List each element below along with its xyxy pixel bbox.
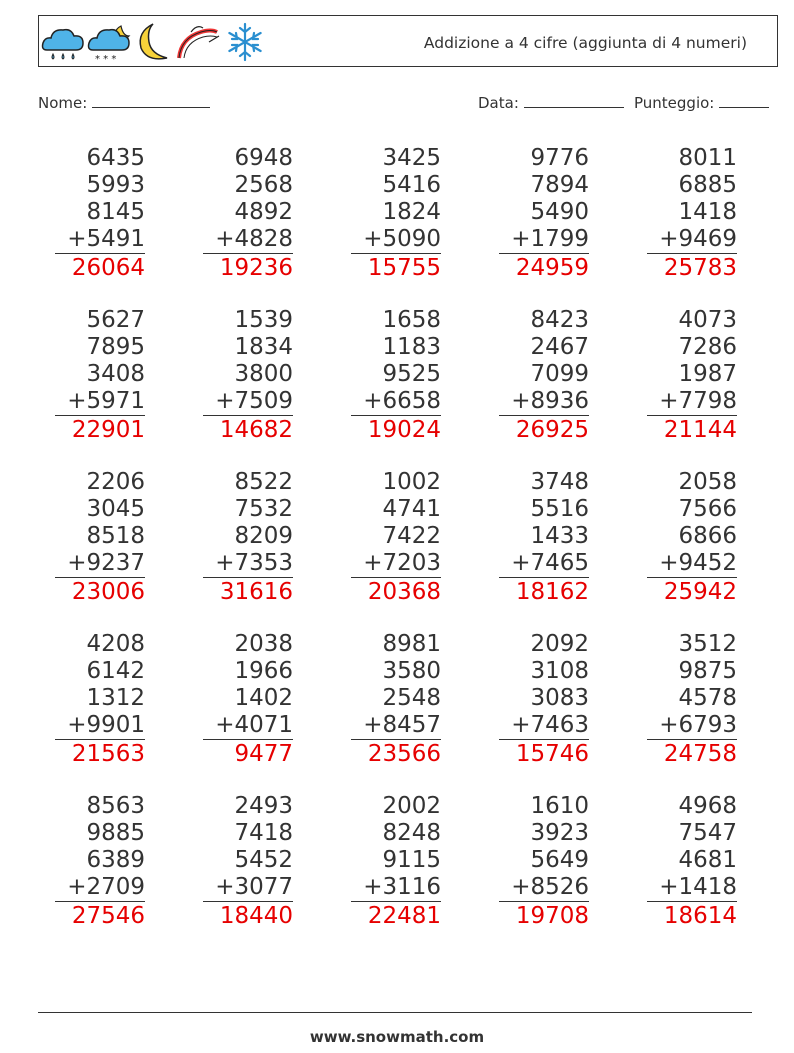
addition-problem: [203, 145, 293, 283]
addend: +5090: [351, 226, 441, 254]
addend: +1799: [499, 226, 589, 254]
crescent-moon-icon: [140, 24, 167, 59]
addition-problem: [351, 793, 441, 931]
addend: 3748: [530, 469, 589, 495]
addend: 9776: [530, 145, 589, 171]
addend: 5416: [382, 172, 441, 198]
addend: 4892: [234, 199, 293, 225]
addend: 3923: [530, 820, 589, 846]
addition-problem: [351, 631, 441, 769]
answer: 23006: [71, 579, 145, 605]
header-box: [38, 15, 778, 67]
addition-problem: [55, 307, 145, 445]
addend: 8011: [678, 145, 737, 171]
addend: 2038: [234, 631, 293, 657]
answer: 18440: [219, 903, 293, 929]
addend: 6866: [678, 523, 737, 549]
answer: 19708: [515, 903, 589, 929]
addition-problem: [55, 469, 145, 607]
addend: 8981: [382, 631, 441, 657]
answer: 26064: [71, 255, 145, 281]
date-field[interactable]: [478, 92, 624, 112]
addend: 5516: [530, 496, 589, 522]
addend: 1834: [234, 334, 293, 360]
addend: 1824: [382, 199, 441, 225]
addend: 7895: [86, 334, 145, 360]
addend: 8563: [86, 793, 145, 819]
answer: 26925: [515, 417, 589, 443]
addend: +6658: [351, 388, 441, 416]
addend: +9901: [55, 712, 145, 740]
addend: 5452: [234, 847, 293, 873]
addend: 9885: [86, 820, 145, 846]
addend: +9452: [647, 550, 737, 578]
addend: 2568: [234, 172, 293, 198]
addend: 3425: [382, 145, 441, 171]
answer: 23566: [367, 741, 441, 767]
addend: 7286: [678, 334, 737, 360]
addend: +5491: [55, 226, 145, 254]
addend: +8936: [499, 388, 589, 416]
addend: 5627: [86, 307, 145, 333]
addend: +2709: [55, 874, 145, 902]
addend: +7463: [499, 712, 589, 740]
answer: 14682: [219, 417, 293, 443]
addend: 1610: [530, 793, 589, 819]
addend: 2206: [86, 469, 145, 495]
addition-problem: [499, 307, 589, 445]
addition-problem: [351, 469, 441, 607]
answer: 25783: [663, 255, 737, 281]
addend: 7566: [678, 496, 737, 522]
addend: 7894: [530, 172, 589, 198]
addition-problem: [647, 631, 737, 769]
addition-problem: [351, 307, 441, 445]
addend: +8526: [499, 874, 589, 902]
answer: 21563: [71, 741, 145, 767]
weather-icons: [41, 20, 271, 64]
addition-problem: [203, 469, 293, 607]
snow-cloud-moon-icon: [89, 26, 130, 64]
addend: 9875: [678, 658, 737, 684]
addend: +5971: [55, 388, 145, 416]
addend: 1312: [86, 685, 145, 711]
addend: 2548: [382, 685, 441, 711]
addend: 8518: [86, 523, 145, 549]
answer: 15746: [515, 741, 589, 767]
addition-problem: [499, 469, 589, 607]
addend: 6389: [86, 847, 145, 873]
addition-problem: [647, 307, 737, 445]
addend: 3408: [86, 361, 145, 387]
addend: 4681: [678, 847, 737, 873]
answer: 19024: [367, 417, 441, 443]
addend: 3108: [530, 658, 589, 684]
wind-rainbow-icon: [179, 27, 219, 58]
addend: +7509: [203, 388, 293, 416]
footer-url[interactable]: www.snowmath.com: [309, 1028, 485, 1046]
addend: 7547: [678, 820, 737, 846]
score-field[interactable]: [634, 92, 769, 112]
addend: 5490: [530, 199, 589, 225]
answer: 18162: [515, 579, 589, 605]
addend: 8248: [382, 820, 441, 846]
addend: 4073: [678, 307, 737, 333]
answer: 20368: [367, 579, 441, 605]
addend: +7353: [203, 550, 293, 578]
answer: 21144: [663, 417, 737, 443]
addend: +9237: [55, 550, 145, 578]
addend: 1183: [382, 334, 441, 360]
answer: 24959: [515, 255, 589, 281]
addend: +8457: [351, 712, 441, 740]
addend: 7422: [382, 523, 441, 549]
score-blank[interactable]: [719, 92, 769, 108]
addition-problem: [351, 145, 441, 283]
addend: 6885: [678, 172, 737, 198]
addend: +4828: [203, 226, 293, 254]
addend: 2002: [382, 793, 441, 819]
addition-problem: [203, 793, 293, 931]
addend: +3077: [203, 874, 293, 902]
addend: 1987: [678, 361, 737, 387]
addend: 6435: [86, 145, 145, 171]
addend: +3116: [351, 874, 441, 902]
addition-problem: [647, 145, 737, 283]
date-label: Data:: [478, 94, 519, 112]
addend: 8423: [530, 307, 589, 333]
answer: 19236: [219, 255, 293, 281]
addend: 3800: [234, 361, 293, 387]
addend: 3083: [530, 685, 589, 711]
addend: 9115: [382, 847, 441, 873]
addend: 9525: [382, 361, 441, 387]
answer: 9477: [234, 741, 293, 767]
answer: 25942: [663, 579, 737, 605]
addend: 4578: [678, 685, 737, 711]
addend: 1539: [234, 307, 293, 333]
addend: 1433: [530, 523, 589, 549]
answer: 31616: [219, 579, 293, 605]
footer-divider: [38, 1012, 752, 1013]
addend: +9469: [647, 226, 737, 254]
addition-problem: [499, 631, 589, 769]
addend: 4741: [382, 496, 441, 522]
addition-problem: [647, 793, 737, 931]
addend: 5649: [530, 847, 589, 873]
rain-cloud-icon: [43, 30, 84, 59]
addend: 1002: [382, 469, 441, 495]
addend: 3045: [86, 496, 145, 522]
score-label: Punteggio:: [634, 94, 715, 112]
addend: 2493: [234, 793, 293, 819]
addend: 7418: [234, 820, 293, 846]
name-blank[interactable]: [92, 92, 210, 108]
addend: 6948: [234, 145, 293, 171]
addend: 8145: [86, 199, 145, 225]
addition-problem: [55, 793, 145, 931]
svg-text:* * *: * * *: [95, 54, 117, 64]
addend: +6793: [647, 712, 737, 740]
snowflake-icon: [229, 24, 260, 60]
addend: 2058: [678, 469, 737, 495]
addition-problem: [647, 469, 737, 607]
answer: 18614: [663, 903, 737, 929]
date-blank[interactable]: [524, 92, 624, 108]
addend: 2467: [530, 334, 589, 360]
addend: 1658: [382, 307, 441, 333]
addend: +4071: [203, 712, 293, 740]
answer: 22901: [71, 417, 145, 443]
addition-problem: [499, 145, 589, 283]
addend: +7798: [647, 388, 737, 416]
addend: 4208: [86, 631, 145, 657]
addend: 6142: [86, 658, 145, 684]
addend: 7099: [530, 361, 589, 387]
addend: 4968: [678, 793, 737, 819]
addition-problem: [55, 631, 145, 769]
addend: 8522: [234, 469, 293, 495]
addend: 3580: [382, 658, 441, 684]
addend: 5993: [86, 172, 145, 198]
addend: +7465: [499, 550, 589, 578]
answer: 22481: [367, 903, 441, 929]
addend: +7203: [351, 550, 441, 578]
name-field[interactable]: [38, 92, 210, 112]
addend: 1966: [234, 658, 293, 684]
addition-problem: [55, 145, 145, 283]
addend: 1418: [678, 199, 737, 225]
addition-problem: [203, 631, 293, 769]
worksheet-title: Addizione a 4 cifre (aggiunta di 4 numeri): [423, 34, 747, 52]
answer: 24758: [663, 741, 737, 767]
addend: 2092: [530, 631, 589, 657]
answer: 15755: [367, 255, 441, 281]
addend: 7532: [234, 496, 293, 522]
addend: +1418: [647, 874, 737, 902]
addition-problem: [499, 793, 589, 931]
addend: 3512: [678, 631, 737, 657]
addition-problem: [203, 307, 293, 445]
answer: 27546: [71, 903, 145, 929]
addend: 1402: [234, 685, 293, 711]
addend: 8209: [234, 523, 293, 549]
name-label: Nome:: [38, 94, 88, 112]
